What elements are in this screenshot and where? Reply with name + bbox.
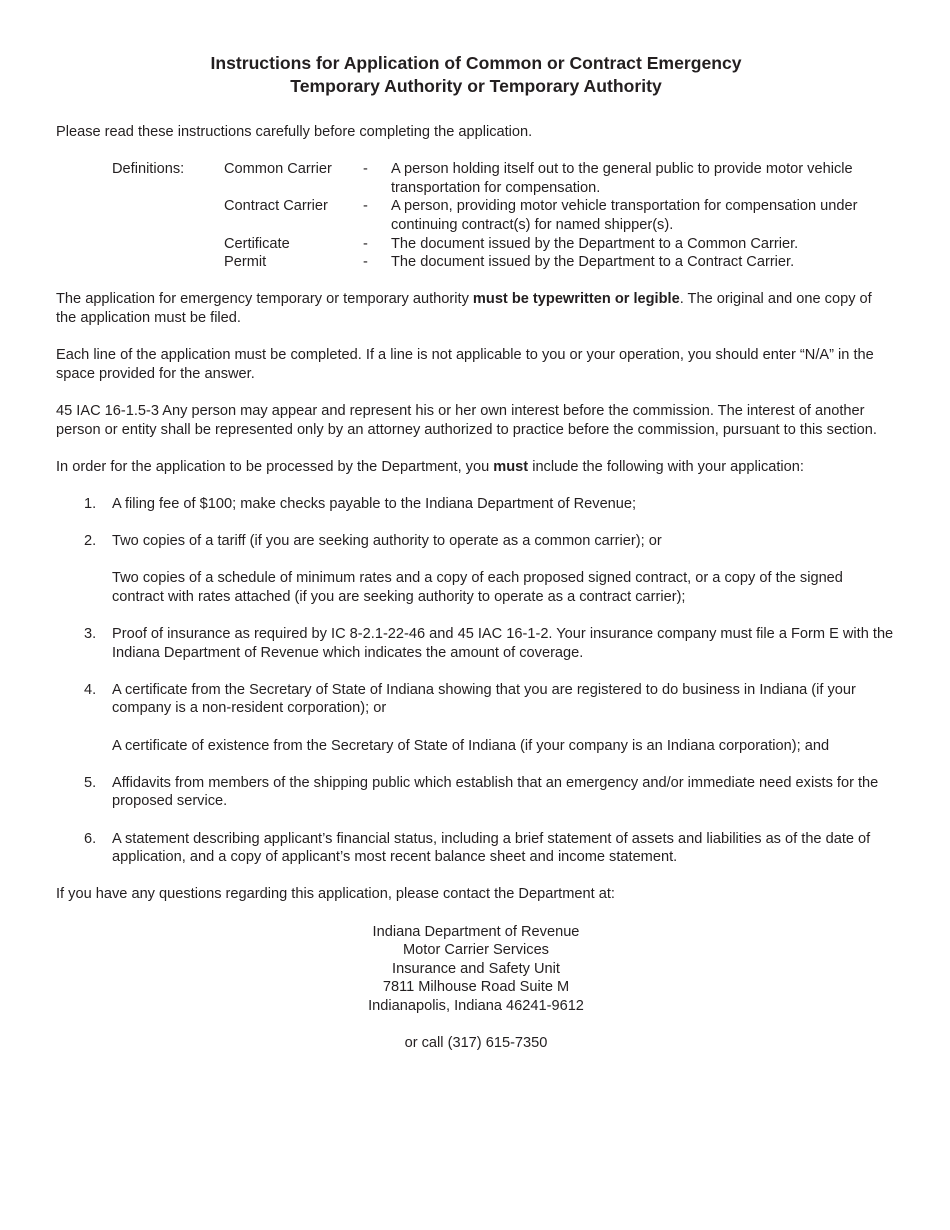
each-line-paragraph: Each line of the application must be completed. If a line is not applicable to you or your operation, you should enter “N/A” in the space provided for the answer. [56,347,874,382]
list-item-text: Two copies of a tariff (if you are seeking authority to operate as a common carrier); or [112,533,662,550]
definition-dash: - [363,198,368,215]
address-line: Indiana Department of Revenue [372,923,580,940]
list-item-number: 3. [84,626,97,643]
document-page [56,52,896,1053]
definitions-block [56,160,896,272]
list-item [56,625,896,662]
contact-intro-paragraph: If you have any questions regarding this application, please contact the Department at: [56,886,615,903]
list-item [56,774,896,811]
address-line: 7811 Milhouse Road Suite M [382,979,570,996]
list-item-alternative: Two copies of a schedule of minimum rates and a copy of each proposed signed contract, or a copy of the signed contract with rates attached (if you are seeking authority to operate as a contract carrier); [112,570,843,605]
definition-row [56,160,896,197]
list-item-text: Affidavits from members of the shipping public which establish that an emergency and/or immediate need exists for the proposed service. [112,774,879,810]
address-line: Motor Carrier Services [403,942,549,959]
typewritten-paragraph [56,290,896,327]
address-line: Indianapolis, Indiana 46241-9612 [368,997,584,1014]
definition-text: The document issued by the Department to a Common Carrier. [391,235,799,252]
definition-text: A person, providing motor vehicle transportation for compensation under continuing contract(s) for named shipper(s). [391,198,858,233]
typewritten-text-after: . The original and one copy of the application must be filed. [56,291,872,326]
title-line-1: Instructions for Application of Common or Contract Emergency [210,53,742,73]
list-item-number: 2. [84,533,97,550]
definition-dash: - [363,235,368,252]
definition-row [56,197,896,234]
definition-term: Permit [224,254,267,271]
list-item-alternative: A certificate of existence from the Secretary of State of Indiana (if your company is an Indiana corporation); and [112,737,830,754]
list-item-text: A certificate from the Secretary of State of Indiana showing that you are registered to do business in Indiana (if your company is a non-resident corporation); or [112,681,856,717]
definition-term: Certificate [224,235,290,252]
definition-dash: - [363,161,368,178]
definitions-label: Definitions: [112,161,185,178]
definition-row [56,253,896,272]
definition-row [56,235,896,254]
list-item [56,830,896,867]
phone-number: or call (317) 615-7350 [404,1035,548,1052]
order-text-after: include the following with your application: [528,458,804,475]
department-address [56,923,896,1016]
list-item-number: 6. [84,830,97,847]
definition-text: A person holding itself out to the general public to provide motor vehicle transportation for compensation. [391,161,853,196]
list-item-number: 5. [84,774,97,791]
address-line: Insurance and Safety Unit [392,960,560,977]
list-item-number: 4. [84,681,97,698]
definition-term: Common Carrier [224,161,332,178]
list-item [56,681,896,755]
definition-term: Contract Carrier [224,198,328,215]
definition-dash: - [363,254,368,271]
list-item [56,532,896,606]
list-item-text: A statement describing applicant’s financial status, including a brief statement of assets and liabilities as of the date of application, and a copy of applicant’s most recent balance sheet and income statement. [112,830,871,866]
order-emphasis: must [493,458,529,475]
title-line-2: Temporary Authority or Temporary Authority [290,75,662,96]
list-item-number: 1. [84,495,97,512]
definition-text: The document issued by the Department to a Contract Carrier. [391,254,795,271]
typewritten-emphasis: must be typewritten or legible [472,291,680,308]
iac-rule-paragraph: 45 IAC 16-1.5-3 Any person may appear and represent his or her own interest before the commission. The interest of another person or entity shall be represented only by an attorney authorized to practice before the commission, pursuant to this section. [56,402,877,438]
page-title [56,52,896,97]
requirements-intro-paragraph [56,458,896,477]
typewritten-text-before: The application for emergency temporary or temporary authority [56,291,473,308]
order-text-before: In order for the application to be processed by the Department, you [56,458,494,475]
list-item-text: Proof of insurance as required by IC 8-2.1-22-46 and 45 IAC 16-1-2. Your insurance company must file a Form E with the Indiana Department of Revenue which indicates the amount of coverage. [112,626,894,661]
requirements-list [56,495,896,867]
intro-paragraph: Please read these instructions carefully before completing the application. [56,124,533,140]
list-item [56,495,896,514]
list-item-text: A filing fee of $100; make checks payable to the Indiana Department of Revenue; [112,495,637,512]
